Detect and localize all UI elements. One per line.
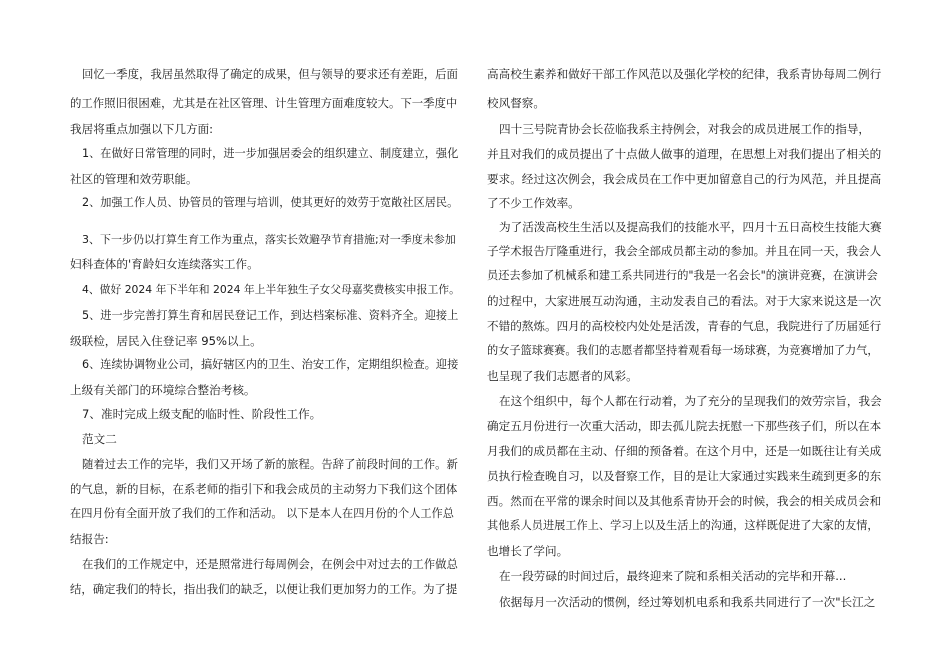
section-heading: 范文二	[82, 432, 117, 446]
text-line: 确定五月份进行一次重大活动，即去孤儿院去抚慰一下那些孩子们，所以在本	[487, 419, 882, 433]
text-line: 的气息，新的目标，在系老师的指引下和我会成员的主动努力下我们这个团体	[70, 482, 458, 496]
text-line: 2、加强工作人员、协管员的管理与培训，使其更好的效劳于宽敞社区居民。	[82, 196, 459, 209]
text-line: 7、准时完成上级支配的临时性、阶段性工作。	[82, 407, 322, 421]
text-line: 随着过去工作的完毕，我们又开场了新的旅程。告辞了前段时间的工作。新	[82, 457, 458, 471]
text-line: 高高校生素养和做好干部工作风范以及强化学校的纪律，我系青协每周二例行	[487, 67, 882, 81]
text-line: 社区的管理和效劳职能。	[70, 172, 198, 186]
text-line: 级联检，居民入住登记率 95%以上。	[70, 334, 262, 348]
text-line: 的女子篮球赛赛。我们的志愿者都坚持着观看每一场球赛，为竞赛增加了力气，	[487, 344, 879, 357]
text-line: 在一段劳碌的时间过后，最终迎来了院和系相关活动的完毕和开幕...	[499, 569, 847, 583]
text-line: 要求。经过这次例会，我会成员在工作中更加留意自己的行为风范，并且提高	[487, 172, 882, 186]
text-line: 的过程中，大家进展互动沟通，主动发表自己的看法。对于大家来说这是一次	[487, 294, 882, 308]
text-line: 校风督察。	[487, 96, 545, 110]
text-line: 6、连续协调物业公司，搞好辖区内的卫生、治安工作，定期组织检查。迎接	[82, 358, 459, 371]
text-line: 了不少工作效率。	[487, 196, 580, 210]
text-line: 4、做好 2024 年下半年和 2024 年上半年独生子女父母嘉奖费核实申报工作。	[82, 283, 460, 296]
text-line: 在我们的工作规定中，还是照常进行每周例会，在例会中对过去的工作做总	[82, 557, 458, 571]
text-line: 5、进一步完善打算生育和居民登记工作，到达档案标准、资料齐全。迎接上	[82, 309, 459, 322]
text-line: 月我们的成员都在主动、仔细的预备着。在这个月中，还是一如既往让有关成	[487, 444, 882, 458]
text-line: 子学术报告厅隆重进行，我会全部成员都主动的参加。并且在同一天，我会人	[487, 244, 882, 258]
text-line: 回忆一季度，我居虽然取得了确定的成果，但与领导的要求还有差距，后面	[82, 67, 458, 81]
text-line: 3、下一步仍以打算生育工作为重点，落实长效避孕节育措施;对一季度未参加	[82, 233, 456, 246]
text-line: 为了活泼高校生生活以及提高我们的技能水平，四月十五日高校生技能大赛	[499, 220, 882, 234]
text-line: 也增长了学问。	[487, 544, 569, 558]
text-line: 不错的熬炼。四月的高校校内处处是活泼，青春的气息，我院进行了历届延行	[487, 319, 882, 333]
text-line: 依据每月一次活动的惯例，经过筹划机电系和我系共同进行了一次"长江之	[499, 595, 876, 609]
text-line: 员还去参加了机械系和建工系共同进行的"我是一名会长"的演讲竞赛，在演讲会	[487, 269, 878, 282]
text-line: 并且对我们的成员提出了十点做人做事的道理，在思想上对我们提出了相关的	[487, 147, 882, 161]
text-line: 结报告:	[70, 532, 109, 546]
text-line: 四十三号院青协会长莅临我系主持例会，对我会的成员进展工作的指导，	[499, 122, 871, 136]
text-line: 结，确定我们的特长，指出我们的缺乏，以便让我们更加努力的工作。为了提	[70, 582, 458, 596]
text-line: 上级有关部门的环境综合整治考核。	[70, 383, 256, 397]
text-line: 西。然而在平常的课余时间以及其他系青协开会的时候，我会的相关成员会和	[487, 494, 882, 508]
text-line: 其他系人员进展工作上、学习上以及生活上的沟通，这样既促进了大家的友情，	[487, 519, 879, 532]
text-line: 在四月份有全面开放了我们的工作和活动。 以下是本人在四月份的个人工作总	[70, 507, 454, 520]
text-line: 的工作照旧很困难，尤其是在社区管理、计生管理方面难度较大。下一季度中	[70, 96, 458, 110]
text-line: 我居将重点加强以下几方面:	[70, 122, 214, 136]
text-line: 员执行检查晚自习，以及督察工作，目的是让大家通过实践来生疏到更多的东	[487, 469, 882, 483]
text-line: 也呈现了我们志愿者的风彩。	[487, 369, 638, 383]
text-line: 在这个组织中，每个人都在行动着，为了充分的呈现我们的效劳宗旨，我会	[499, 394, 882, 408]
text-line: 妇科查体的'育龄妇女连续落实工作。	[70, 257, 259, 271]
text-line: 1、在做好日常管理的同时，进一步加强居委会的组织建立、制度建立，强化	[82, 147, 459, 160]
